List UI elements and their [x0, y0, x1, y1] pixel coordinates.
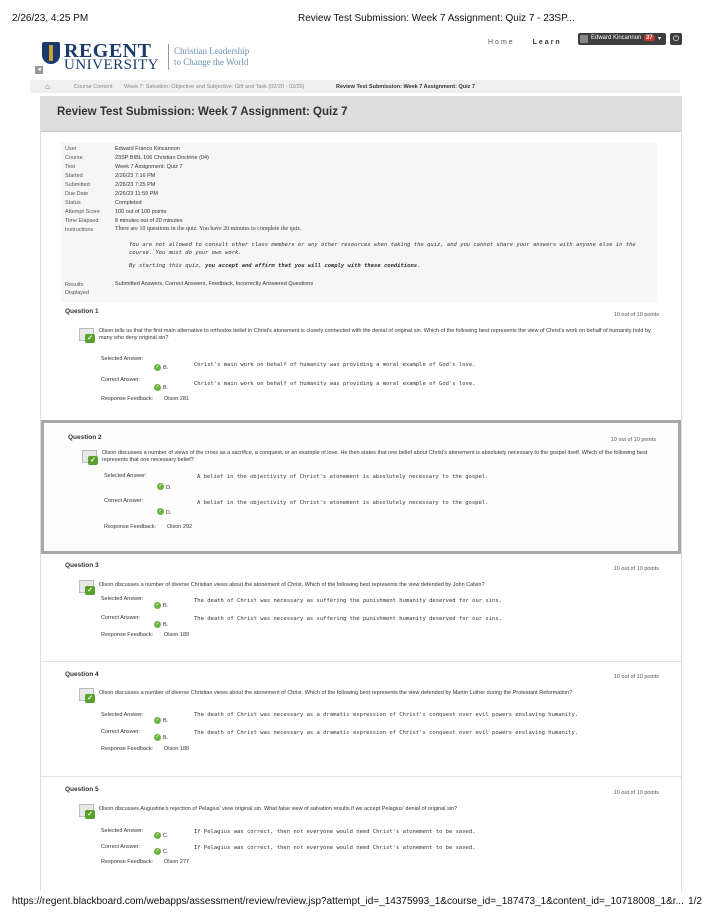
- selected-answer-label: Selected Answer:: [101, 828, 144, 834]
- question-title: Question 1: [65, 308, 99, 315]
- chevron-down-icon: ▾: [658, 36, 662, 42]
- correct-answer-letter: B.: [163, 735, 169, 741]
- selected-answer-letter: B.: [163, 603, 169, 609]
- correct-answer-text: A belief in the objectivity of Christ's atonement is absolutely necessary to the gospel.: [197, 500, 489, 506]
- response-feedback: Olson 189: [164, 632, 190, 638]
- results-value: Submitted Answers, Correct Answers, Feedback, Incorrectly Answered Questions: [115, 281, 314, 287]
- question-title: Question 3: [65, 562, 99, 569]
- correct-check-icon: ✓: [155, 602, 160, 608]
- correct-answer-label: Correct Answer:: [104, 498, 144, 504]
- response-feedback-label: Response Feedback:: [101, 396, 153, 402]
- selected-answer-letter: D.: [166, 485, 172, 491]
- question-text: Olson discusses a number of diverse Christian views about the atonement of Christ. Which of the following best represents the view defended by John Calvin?: [99, 582, 485, 588]
- nav-home[interactable]: Home: [488, 39, 515, 46]
- tagline-1: Christian Leadership: [174, 46, 250, 56]
- logo-divider: [168, 44, 169, 70]
- response-feedback: Olson 188: [164, 746, 190, 752]
- test-label: Test: [65, 164, 76, 170]
- user-name: Edward Kincannon: [591, 35, 642, 41]
- correct-answer-letter: B.: [163, 622, 169, 628]
- correct-question-icon: ✓: [79, 580, 97, 596]
- selected-answer-letter: B.: [163, 718, 169, 724]
- due-value: 2/26/23 11:59 PM: [115, 191, 159, 197]
- course-value: 23SP BIBL 106 Christian Doctrine (04): [115, 155, 209, 161]
- top-bar: [30, 30, 680, 74]
- response-feedback: Olson 292: [167, 524, 193, 530]
- response-feedback-label: Response Feedback:: [104, 524, 156, 530]
- sidebar-toggle-icon[interactable]: ◂: [35, 66, 43, 74]
- due-label: Due Date: [65, 191, 89, 197]
- logo-line2: UNIVERSITY: [64, 57, 159, 73]
- question-divider: [41, 661, 681, 662]
- question-2: [41, 420, 681, 554]
- status-label: Status: [65, 200, 81, 206]
- instructions-text-1: There are 10 questions in the quiz. You have 20 minutes to complete the quiz.: [115, 226, 302, 232]
- question-text: Olson discusses a number of views of the cross as a sacrifice, a conquest, or an example of love. He then states that one belief about Christ's atonement is absolutely necessary to the gospel itself. Which of the following best represents that one necessary belief?: [102, 450, 648, 463]
- question-5: [41, 782, 681, 890]
- selected-answer-label: Selected Answer:: [104, 473, 147, 479]
- print-page-number: 1/2: [688, 896, 702, 907]
- question-4: [41, 666, 681, 772]
- instructions-text-2: You are not allowed to consult other class members or any other resources when taking the quiz, and you cannot share your answers with anyone else in the course. You must do your own work.: [129, 242, 636, 256]
- tagline-2: to Change the World: [174, 57, 249, 67]
- question-title: Question 5: [65, 786, 99, 793]
- breadcrumb-current: Review Test Submission: Week 7 Assignment: Quiz 7: [336, 84, 475, 90]
- user-label: User: [65, 146, 77, 152]
- correct-answer-letter: D.: [166, 510, 172, 516]
- logout-icon[interactable]: ⏻: [670, 33, 682, 45]
- breadcrumb-course-content[interactable]: Course Content: [74, 84, 113, 90]
- correct-question-icon: ✓: [79, 328, 97, 344]
- avatar: [580, 35, 588, 43]
- correct-answer-text: The death of Christ was necessary as suffering the punishment humanity deserved for our sins.: [194, 616, 502, 622]
- selected-answer-text: The death of Christ was necessary as a dramatic expression of Christ's conquest over evil powers enslaving humanity.: [194, 712, 579, 718]
- response-feedback-label: Response Feedback:: [101, 746, 153, 752]
- correct-check-icon: ✓: [155, 364, 160, 370]
- print-title: Review Test Submission: Week 7 Assignment: Quiz 7 - 23SP...: [298, 13, 575, 24]
- notification-badge: 37: [646, 35, 653, 41]
- print-url: https://regent.blackboard.com/webapps/assessment/review/review.jsp?attempt_id=_14375993_1&course_id=_187473_1&content_id=_10718008_1&r...: [12, 896, 684, 907]
- started-value: 2/26/23 7:16 PM: [115, 173, 156, 179]
- correct-answer-label: Correct Answer:: [101, 615, 141, 621]
- print-header: [12, 13, 702, 27]
- instructions-text-3: By starting this quiz, you accept and affirm that you will comply with these conditions.: [129, 263, 421, 269]
- question-text: Olson discusses a number of diverse Christian views about the atonement of Christ. Which of the following best represents the view defended by Martin Luther during the Protestant Reformation?: [99, 690, 573, 696]
- selected-answer-label: Selected Answer:: [101, 596, 144, 602]
- correct-check-icon: ✓: [155, 621, 160, 627]
- print-footer: [12, 896, 702, 907]
- response-feedback-label: Response Feedback:: [101, 632, 153, 638]
- submitted-value: 2/26/23 7:25 PM: [115, 182, 156, 188]
- correct-question-icon: ✓: [79, 688, 97, 704]
- correct-answer-text: The death of Christ was necessary as a dramatic expression of Christ's conquest over evil powers enslaving humanity.: [194, 730, 579, 736]
- correct-check-icon: ✓: [158, 508, 163, 514]
- correct-answer-label: Correct Answer:: [101, 844, 141, 850]
- correct-answer-text: Christ's main work on behalf of humanity was providing a moral example of God's love.: [194, 381, 476, 387]
- elapsed-label: Time Elapsed: [65, 218, 99, 224]
- question-title: Question 4: [65, 671, 99, 678]
- correct-question-icon: ✓: [82, 450, 100, 466]
- correct-question-icon: ✓: [79, 804, 97, 820]
- selected-answer-text: The death of Christ was necessary as suffering the punishment humanity deserved for our sins.: [194, 598, 502, 604]
- question-points: 10 out of 10 points: [610, 437, 656, 443]
- started-label: Started: [65, 173, 83, 179]
- main-content: [40, 96, 682, 891]
- selected-answer-text: Christ's main work on behalf of humanity was providing a moral example of God's love.: [194, 362, 476, 368]
- instructions-label: Instructions: [65, 227, 94, 233]
- response-feedback-label: Response Feedback:: [101, 859, 153, 865]
- selected-answer-label: Selected Answer:: [101, 356, 144, 362]
- selected-answer-text: A belief in the objectivity of Christ's atonement is absolutely necessary to the gospel.: [197, 474, 489, 480]
- question-1: [41, 304, 681, 419]
- logo-line1: REGENT: [64, 40, 152, 62]
- breadcrumb: [30, 80, 680, 93]
- home-icon[interactable]: ⌂: [45, 82, 50, 91]
- response-feedback: Olson 281: [164, 396, 190, 402]
- course-label: Course: [65, 155, 83, 161]
- correct-answer-label: Correct Answer:: [101, 729, 141, 735]
- correct-answer-letter: B.: [163, 385, 169, 391]
- selected-answer-letter: C.: [163, 833, 169, 839]
- selected-answer-label: Selected Answer:: [101, 712, 144, 718]
- selected-answer-text: If Pelagius was correct, then not everyone would need Christ's atonement to be saved.: [194, 829, 476, 835]
- page-title: Review Test Submission: Week 7 Assignment: Quiz 7: [57, 106, 348, 118]
- score-value: 100 out of 100 points: [115, 209, 167, 215]
- question-points: 10 out of 10 points: [613, 566, 659, 572]
- response-feedback: Olson 277: [164, 859, 190, 865]
- print-datetime: 2/26/23, 4:25 PM: [12, 13, 89, 24]
- correct-check-icon: ✓: [155, 848, 160, 854]
- page-title-bar: [41, 96, 681, 132]
- correct-check-icon: ✓: [155, 384, 160, 390]
- shield-icon: [42, 42, 60, 64]
- breadcrumb-week-7[interactable]: Week 7: Salvation: Objective and Subjective: Gift and Task (02/20 - 02/26): [124, 84, 305, 90]
- submission-info: [61, 142, 657, 302]
- user-menu[interactable]: [578, 33, 666, 45]
- status-value: Completed: [115, 200, 142, 206]
- correct-check-icon: ✓: [158, 483, 163, 489]
- correct-answer-letter: C.: [163, 849, 169, 855]
- results-label: Results Displayed: [65, 282, 90, 296]
- question-points: 10 out of 10 points: [613, 674, 659, 680]
- correct-check-icon: ✓: [155, 734, 160, 740]
- question-text: Olson tells us that the first main alternative to orthodox belief in Christ's atonement is closely connected with the denial of original sin. Which of the following best represents the view of Christ's work on behalf of humanity hold by many who deny original sin?: [99, 328, 651, 341]
- correct-check-icon: ✓: [155, 832, 160, 838]
- question-divider: [41, 776, 681, 777]
- score-label: Attempt Score: [65, 209, 100, 215]
- elapsed-value: 8 minutes out of 20 minutes: [115, 218, 183, 224]
- selected-answer-letter: B.: [163, 365, 169, 371]
- submitted-label: Submitted: [65, 182, 90, 188]
- correct-check-icon: ✓: [155, 717, 160, 723]
- correct-answer-text: If Pelagius was correct, then not everyone would need Christ's atonement to be saved.: [194, 845, 476, 851]
- question-3: [41, 556, 681, 660]
- user-value: Edward Franco Kincannon: [115, 146, 180, 152]
- question-title: Question 2: [68, 434, 102, 441]
- correct-answer-label: Correct Answer:: [101, 377, 141, 383]
- question-points: 10 out of 10 points: [613, 790, 659, 796]
- question-points: 10 out of 10 points: [613, 312, 659, 318]
- question-text: Olson discusses Augustine's rejection of Pelagius' view original sin. What false view of salvation results if we accept Pelagius' denial of original sin?: [99, 806, 458, 812]
- nav-learn[interactable]: Learn: [532, 39, 562, 46]
- test-value: Week 7 Assignment: Quiz 7: [115, 164, 183, 170]
